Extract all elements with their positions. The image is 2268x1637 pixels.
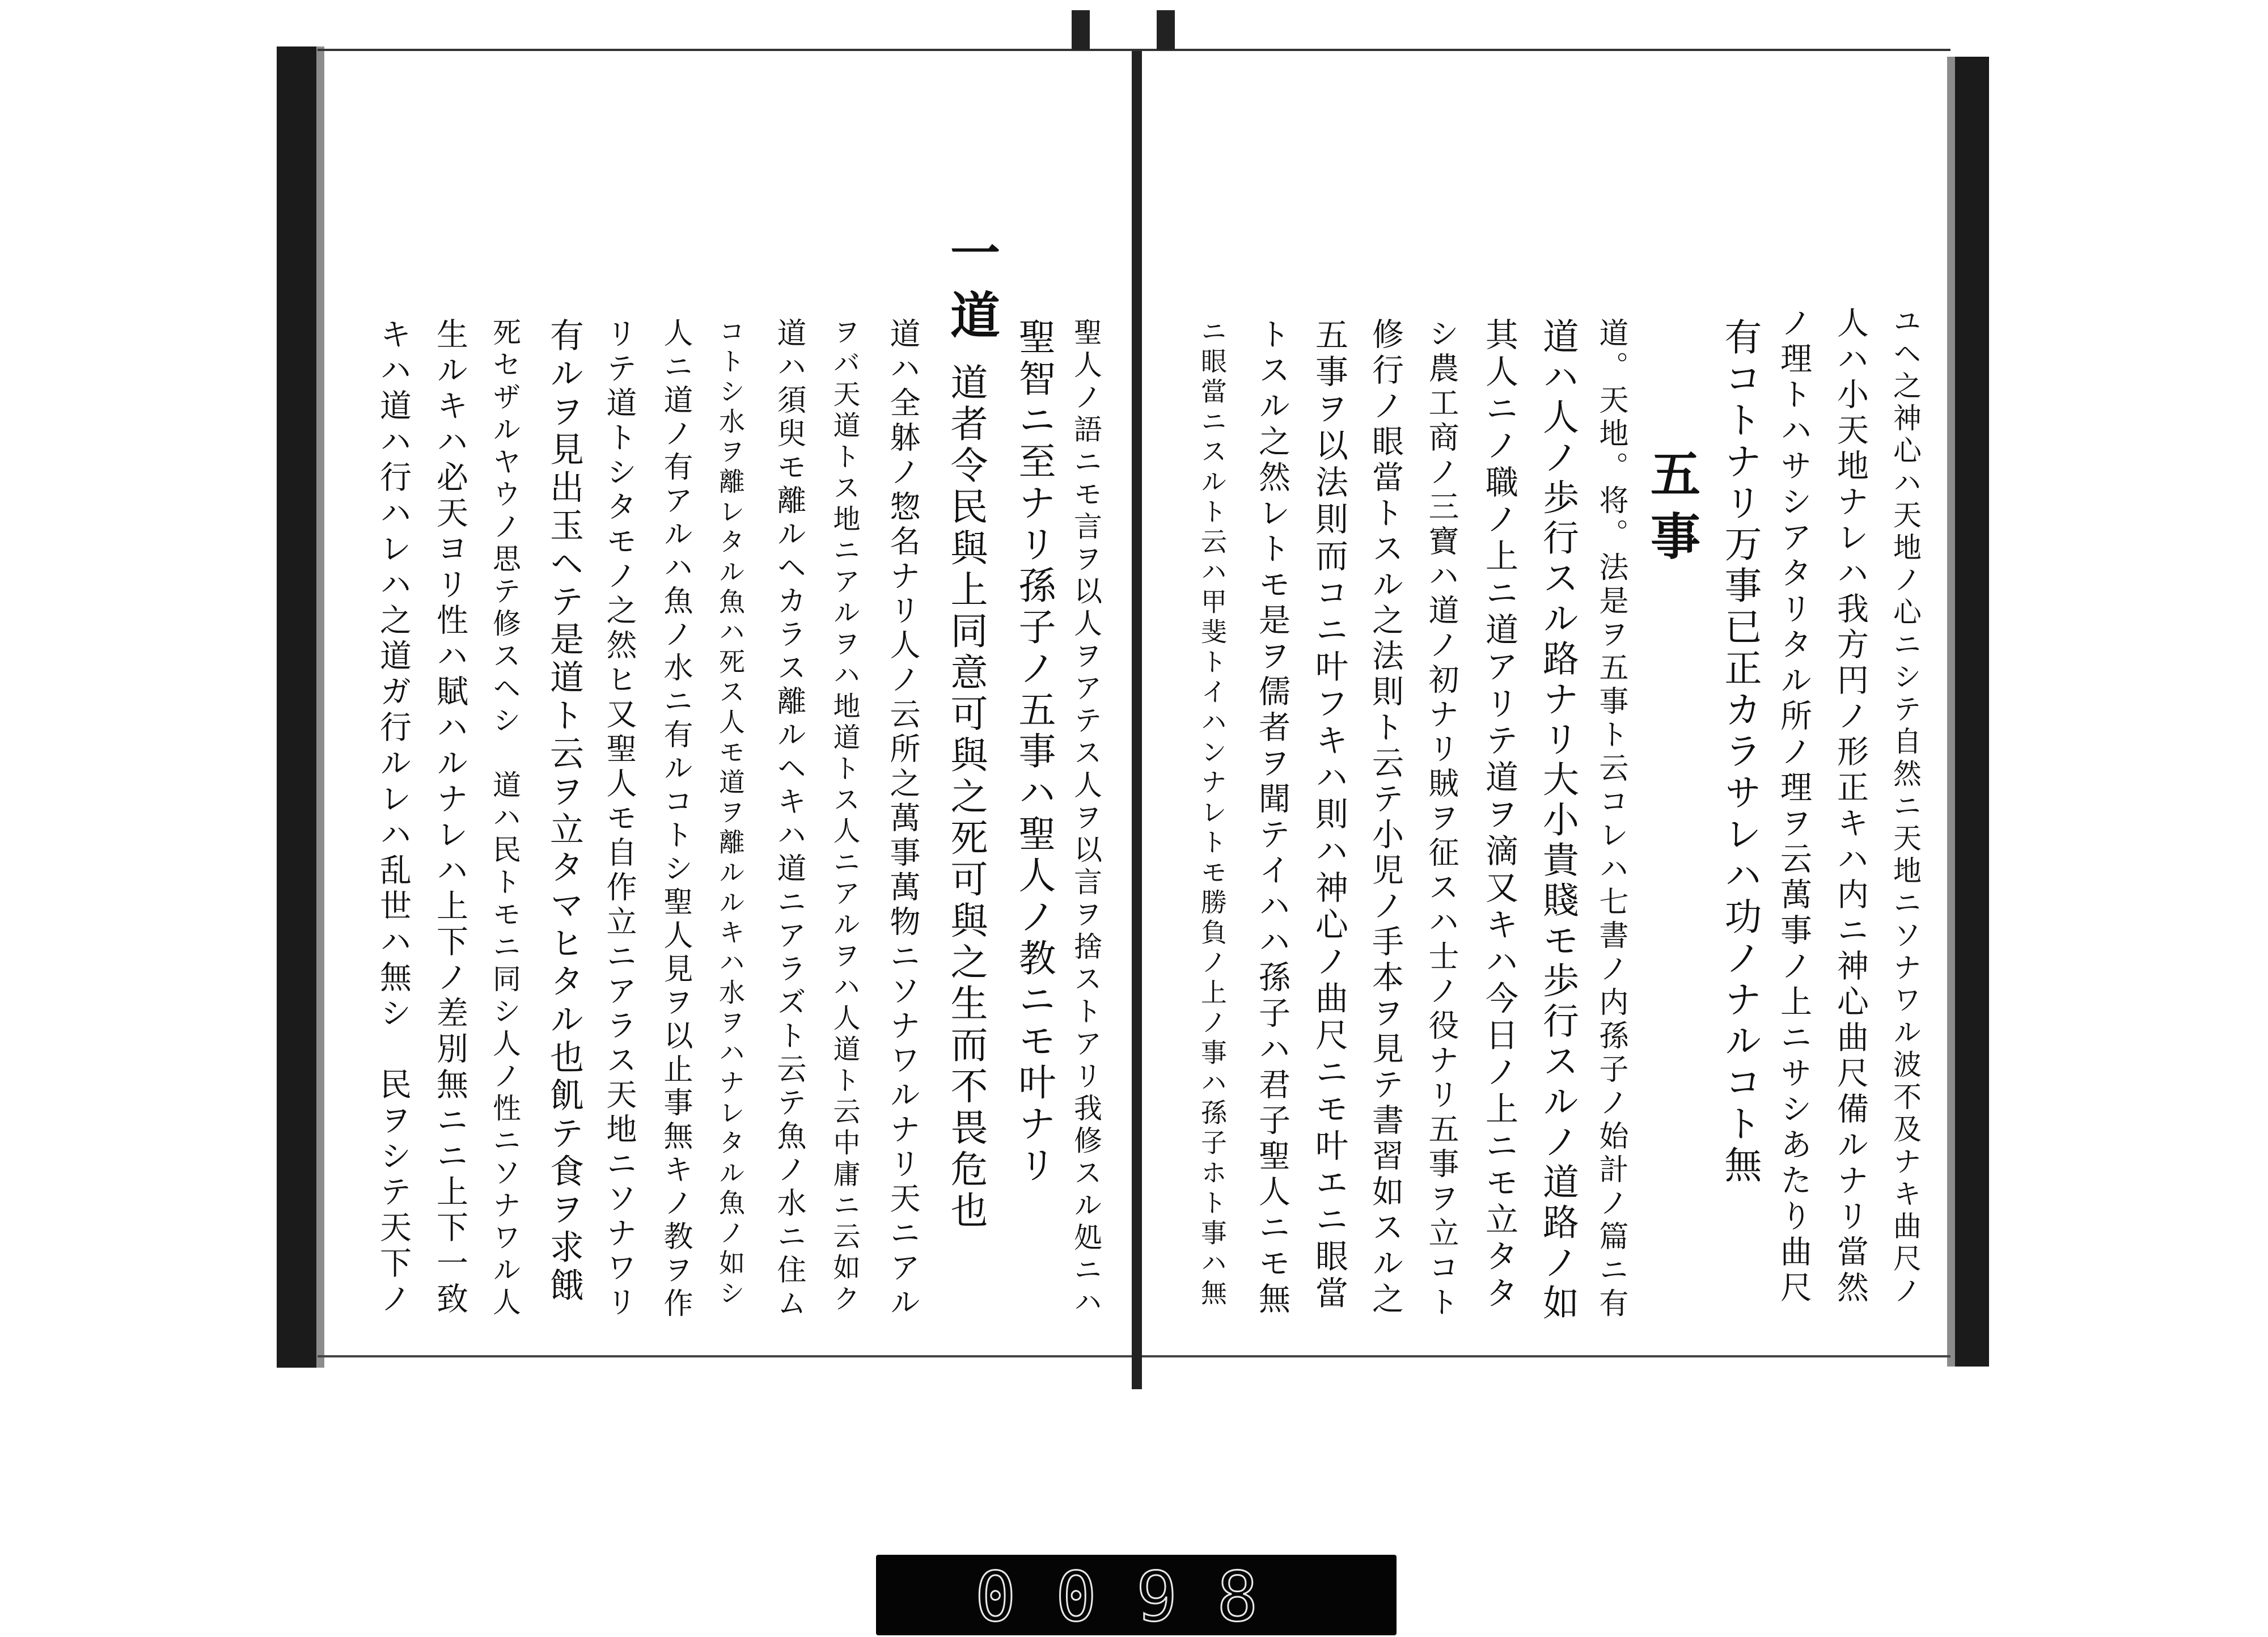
right-page-line: トスル之然レトモ是ヲ儒者ヲ聞テイハハ孫子ハ君子聖人ニモ無 xyxy=(1254,318,1290,1318)
gutter-clip-left xyxy=(1072,10,1090,50)
right-page-line: ニ眼當ニスルト云ハ甲斐トイハンナレトモ勝負ノ上ノ事ハ孫子ホト事ハ無 xyxy=(1197,318,1228,1309)
left-page-line: リテ道トシタモノ之然ヒ又聖人モ自作立ニアラス天地ニソナワリ xyxy=(602,318,637,1321)
left-page-line: ヲバ天道トス地ニアルヲハ地道トス人ニアルヲハ人道ト云中庸ニ云如ク xyxy=(828,318,860,1315)
left-page-line: 道者令民與上同意可與之死可與之生而不畏危也 xyxy=(944,363,988,1232)
right-page-line: 有コトナリ万事已正カラサレハ功ノナルコト無 xyxy=(1718,318,1762,1187)
right-page-line: 人ハ小天地ナレハ我方円ノ形正キハ内ニ神心曲尺備ルナリ當然 xyxy=(1832,306,1869,1306)
right-page-line: シ農工商ノ三寶ハ道ノ初ナリ賊ヲ征スハ士ノ役ナリ五事ヲ立コト xyxy=(1424,318,1459,1321)
left-page-line: コトシ水ヲ離レタル魚ハ死ス人モ道ヲ離ルルキハ水ヲハナレタル魚ノ如シ xyxy=(715,318,746,1309)
right-page-line: ノ理トハサシアタリタル所ノ理ヲ云萬事ノ上ニサシあたり曲尺 xyxy=(1775,306,1812,1306)
left-page-line: 死セザルヤウノ思テ修スヘシ 道ハ民トモニ同シ人ノ性ニソナワル人 xyxy=(488,318,521,1319)
right-page-line: 道ハ人ノ歩行スル路ナリ大小貴賤モ歩行スルノ道路ノ如 xyxy=(1537,318,1579,1324)
left-page-edge xyxy=(277,46,316,1368)
right-page-line: 修行ノ眼當トスル之法則ト云テ小児ノ手本ヲ見テ書習如スル之 xyxy=(1367,318,1404,1318)
left-page-line: 道ハ全躰ノ惣名ナリ人ノ云所之萬事萬物ニソナワルナリ天ニアル xyxy=(885,318,921,1321)
left-page-line: 聖智ニ至ナリ孫子ノ五事ハ聖人ノ教ニモ叶ナリ xyxy=(1012,318,1056,1187)
right-page-line: 五事ヲ以法則而コニ叶フキハ則ハ神心ノ曲尺ニモ叶エニ眼當 xyxy=(1310,318,1348,1313)
right-page-edge xyxy=(1955,57,1989,1367)
left-page-line: 有ルヲ見出玉ヘテ是道ト云ヲ立タマヒタル也飢テ食ヲ求餓 xyxy=(544,318,584,1305)
right-page-line: ユヘ之神心ハ天地ノ心ニシテ自然ニ天地ニソナワル波不及ナキ曲尺ノ xyxy=(1889,306,1922,1308)
left-page-line: 道ハ須臾モ離ルヘカラス離ルヘキハ道ニアラズト云テ魚ノ水ニ住ム xyxy=(772,318,806,1321)
left-page-line: 人ニ道ノ有アルハ魚ノ水ニ有ルコトシ聖人見ヲ以止事無キノ教ヲ作 xyxy=(658,318,692,1321)
left-page-line: 生ルキハ必天ヨリ性ハ賦ハルナレハ上下ノ差別無ニニ上下一致 xyxy=(431,318,468,1318)
gutter-clip-right xyxy=(1157,10,1175,50)
left-page-line: キハ道ハ行ハレハ之道ガ行ルレハ乱世ハ無シ 民ヲシテ天下ノ xyxy=(375,318,412,1318)
section-title-ichi-michi: 一道 xyxy=(942,227,1001,352)
right-page-line: 其人ニノ職ノ上ニ道アリテ道ヲ滴又キハ今日ノ上ニモ立タタ xyxy=(1480,318,1518,1313)
frame-number: 0098 xyxy=(975,1558,1298,1637)
right-page-line: 道。天地。将。法是ヲ五事ト云コレハ七書ノ内孫子ノ始計ノ篇ニ有 xyxy=(1594,318,1628,1321)
left-page-line: 聖人ノ語ニモ言ヲ以人ヲアテス人ヲ以言ヲ捨ストアリ我修スル処ニハ xyxy=(1069,318,1102,1319)
section-title-goji: 五事 xyxy=(1643,448,1702,573)
frame-number-plate xyxy=(876,1555,1397,1635)
book-gutter xyxy=(1132,51,1142,1389)
